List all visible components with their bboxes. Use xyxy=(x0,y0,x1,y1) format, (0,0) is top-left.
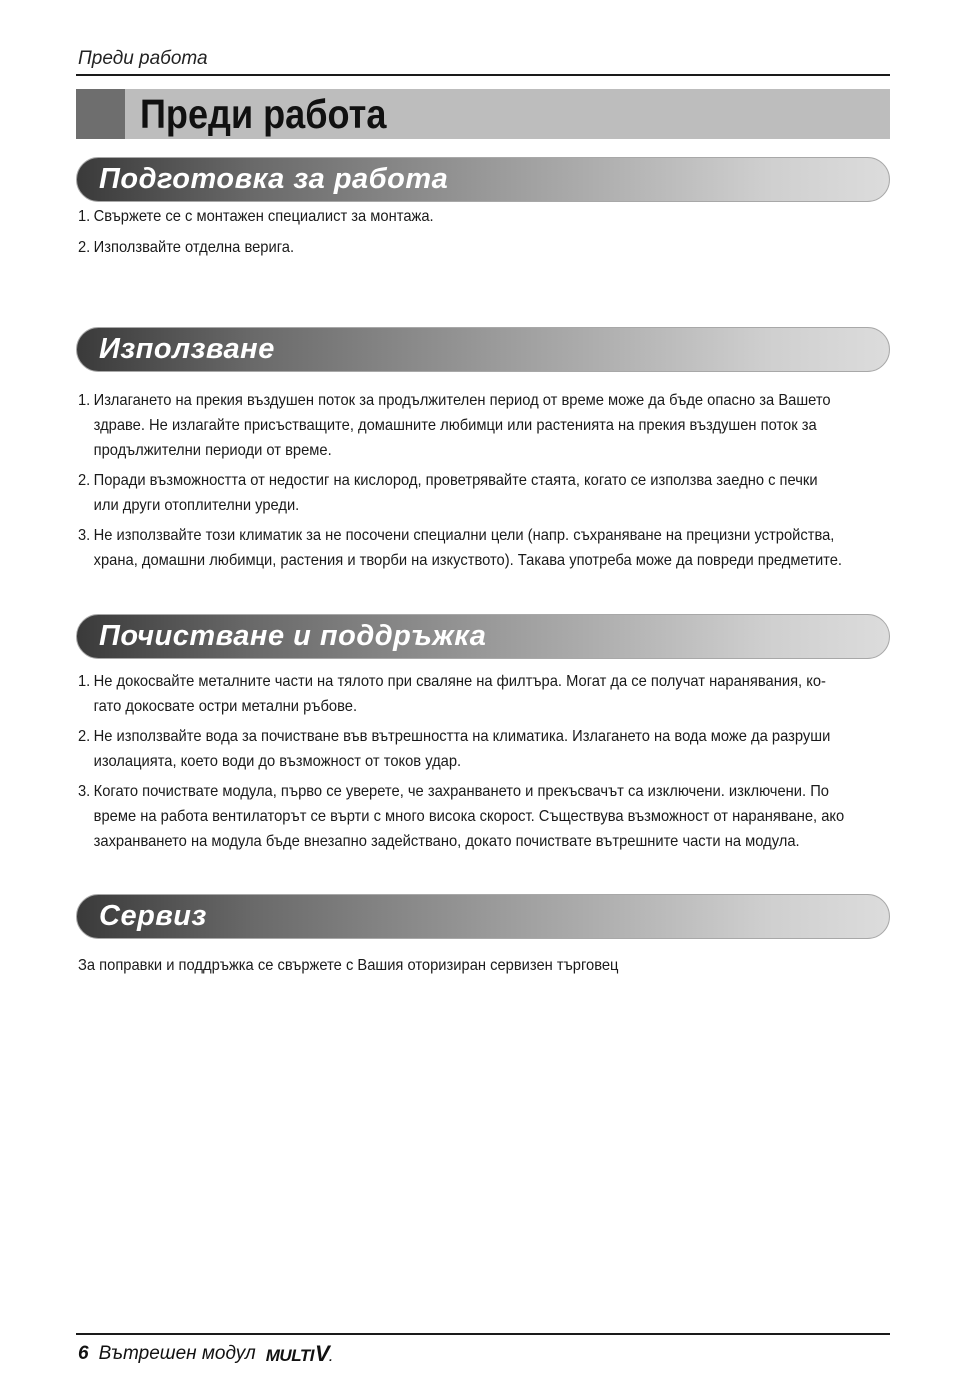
section-title: Почистване и поддръжка xyxy=(99,620,487,652)
title-accent-block xyxy=(76,89,125,139)
list-item: 3. Не използвайте този климатик за не посочени специални цели (напр. съхраняване на прецизни устройства, храна, домашни любимци, растения и творби на изкуството). Такава употреба може да повреди предметите. xyxy=(78,527,843,569)
section-title: Използване xyxy=(99,333,275,365)
multi-v-logo: MULTI V . xyxy=(265,1341,332,1366)
cleaning-list xyxy=(78,669,892,854)
list-item: 1. Свържете се с монтажен специалист за монтажа. xyxy=(78,208,434,225)
header-rule xyxy=(76,74,890,76)
list-item: 1. Не докосвайте металните части на тялото при сваляне на филтъра. Могат да се получат наранявания, ко- гато докосвате остри метални ръбове. xyxy=(78,673,826,715)
page-number: 6 xyxy=(78,1343,89,1364)
section-header-service xyxy=(76,894,890,939)
preparation-list xyxy=(78,204,892,260)
service-paragraph: За поправки и поддръжка се свържете с Вашия оторизиран сервизен търговец xyxy=(78,957,619,974)
list-item: 2. Не използвайте вода за почистване във вътрешността на климатика. Излагането на вода може да разруши изолацията, което води до възможност от токов удар. xyxy=(78,728,831,770)
section-header-preparation xyxy=(76,157,890,202)
section-title: Сервиз xyxy=(99,900,207,932)
page-footer xyxy=(78,1340,332,1368)
page-title-band xyxy=(76,89,890,139)
list-item: 2. Използвайте отделна верига. xyxy=(78,239,295,256)
list-item: 2. Поради възможността от недостиг на кислород, проветрявайте стаята, когато се използва заедно с печки или други отоплителни уреди. xyxy=(78,472,818,514)
usage-list xyxy=(78,388,892,573)
list-item: 1. Излагането на прекия въздушен поток за продължителен период от време може да бъде опасно за Вашето здраве. Не излагайте присъстващите, домашните любимци или растенията на прекия въздушен поток за продължителни периоди от време. xyxy=(78,392,831,459)
running-header: Преди работа xyxy=(78,48,208,69)
page-title: Преди работа xyxy=(140,91,387,137)
section-header-cleaning xyxy=(76,614,890,659)
footer-rule xyxy=(76,1333,890,1335)
footer-text: Вътрешен модул xyxy=(98,1343,256,1364)
list-item: 3. Когато почиствате модула, първо се уверете, че захранването и прекъсвачът са изключени. изключени. По време на работа вентилаторът се върти с много висока скорост. Съществува възможност от нараняване, ако захранването на модула бъде внезапно задействано, докато почиствате вътрешните части на модула. xyxy=(78,783,845,850)
section-header-usage xyxy=(76,327,890,372)
section-title: Подготовка за работа xyxy=(99,163,449,195)
